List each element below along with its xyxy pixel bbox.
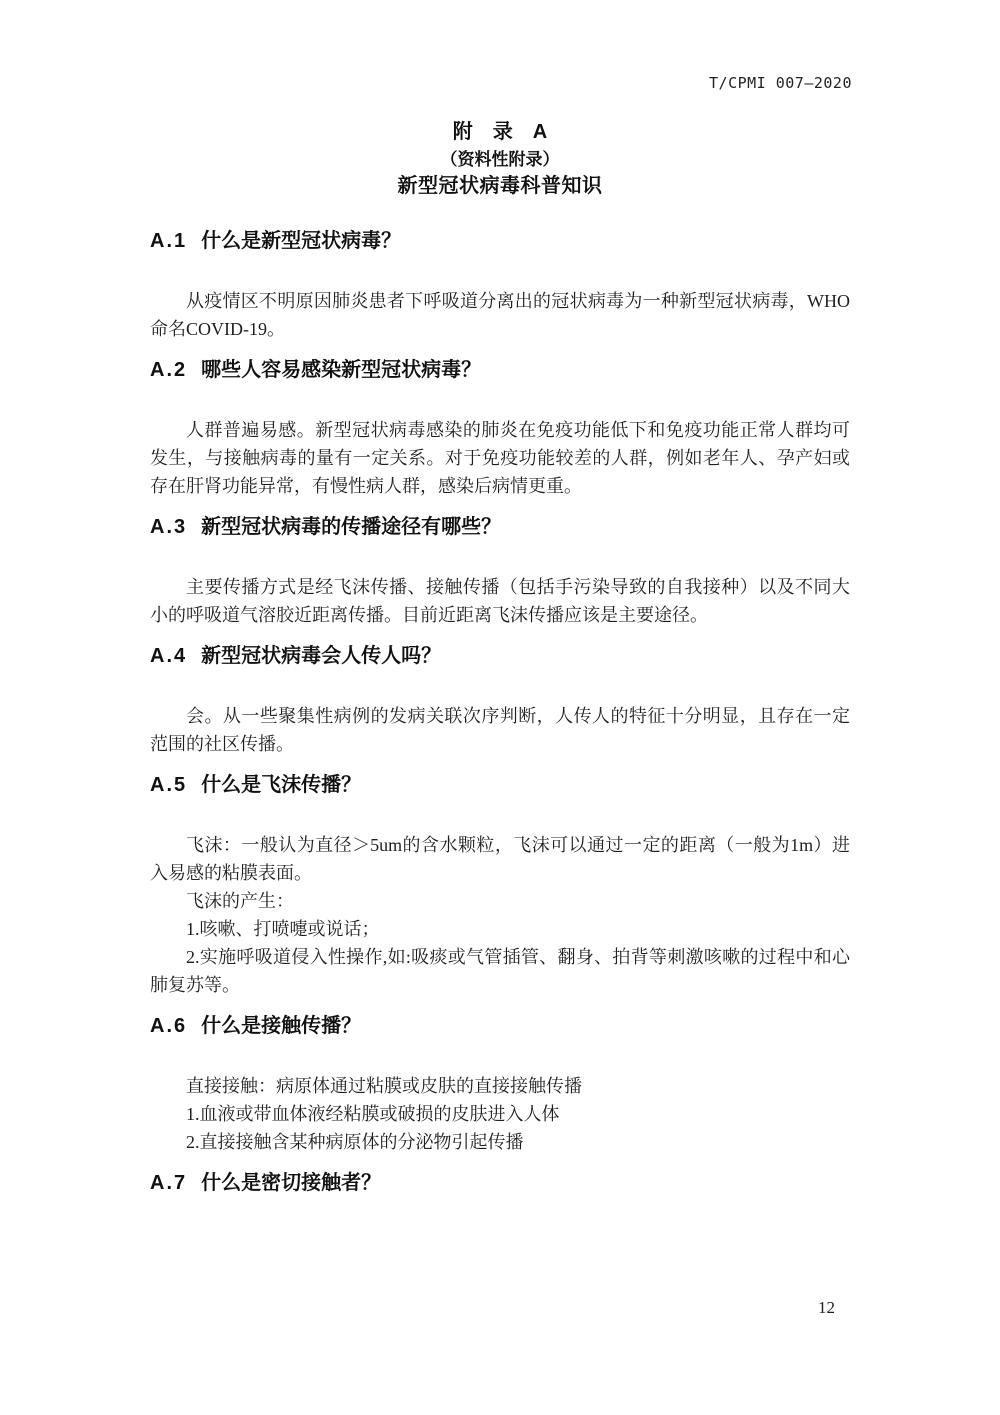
section-a3 [150, 517, 850, 629]
section-heading [150, 517, 850, 538]
document-body [150, 231, 850, 1229]
appendix-title: 附 录 A [452, 121, 548, 143]
section-title: 新型冠状病毒的传播途径有哪些？ [201, 516, 502, 538]
appendix-subtitle: （资料性附录） [440, 150, 560, 169]
paragraph: 人群普遍易感。新型冠状病毒感染的肺炎在免疫功能低下和免疫功能正常人群均可发生，与接触病毒的量有一定关系。对于免疫功能较差的人群，例如老年人、孕产妇或存在肝肾功能异常，有慢性病人群，感染后病情更重。 [150, 420, 850, 496]
section-heading [150, 231, 850, 252]
paragraph: 飞沫的产生： [186, 891, 294, 911]
section-number: A.1 [150, 230, 188, 252]
list-item: 1.血液或带血体液经粘膜或破损的皮肤进入人体 [186, 1104, 560, 1124]
paragraph: 直接接触：病原体通过粘膜或皮肤的直接接触传播 [186, 1076, 582, 1096]
paragraph: 会。从一些聚集性病例的发病关联次序判断，人传人的特征十分明显，且存在一定范围的社区传播。 [150, 706, 850, 754]
section-a1 [150, 231, 850, 343]
section-number: A.4 [150, 645, 188, 667]
section-title: 什么是飞沫传播？ [201, 774, 362, 796]
section-heading [150, 1016, 850, 1037]
section-heading [150, 775, 850, 796]
section-a4 [150, 646, 850, 758]
appendix-topic-title: 新型冠状病毒科普知识 [397, 175, 603, 197]
list-item: 2.直接接触含某种病原体的分泌物引起传播 [186, 1132, 524, 1152]
standard-number: T/CPMI 007—2020 [709, 74, 852, 92]
list-item: 2.实施呼吸道侵入性操作,如:吸痰或气管插管、翻身、拍背等刺激咳嗽的过程中和心肺复苏等。 [150, 947, 850, 995]
section-title: 什么是密切接触者？ [201, 1172, 382, 1194]
section-a6 [150, 1016, 850, 1156]
section-number: A.2 [150, 359, 188, 381]
section-title: 什么是新型冠状病毒？ [201, 230, 402, 252]
paragraph: 主要传播方式是经飞沫传播、接触传播（包括手污染导致的自我接种）以及不同大小的呼吸道气溶胶近距离传播。目前近距离飞沫传播应该是主要途径。 [150, 577, 850, 625]
list-item: 1.咳嗽、打喷嚏或说话； [186, 919, 380, 939]
section-title: 新型冠状病毒会人传人吗？ [201, 645, 442, 667]
section-number: A.3 [150, 516, 188, 538]
appendix-title-block [0, 119, 1000, 200]
section-number: A.5 [150, 774, 188, 796]
paragraph: 飞沫：一般认为直径＞5um的含水颗粒，飞沫可以通过一定的距离（一般为1m）进入易感的粘膜表面。 [150, 835, 850, 883]
section-heading [150, 360, 850, 381]
section-number: A.7 [150, 1172, 188, 1194]
section-heading [150, 646, 850, 667]
section-title: 哪些人容易感染新型冠状病毒？ [201, 359, 482, 381]
section-a7 [150, 1173, 850, 1194]
section-a2 [150, 360, 850, 500]
section-title: 什么是接触传播？ [201, 1015, 362, 1037]
paragraph: 从疫情区不明原因肺炎患者下呼吸道分离出的冠状病毒为一种新型冠状病毒，WHO命名COVID-19。 [150, 291, 850, 339]
page-number: 12 [818, 1298, 835, 1317]
section-heading [150, 1173, 850, 1194]
section-number: A.6 [150, 1015, 188, 1037]
section-a5 [150, 775, 850, 999]
